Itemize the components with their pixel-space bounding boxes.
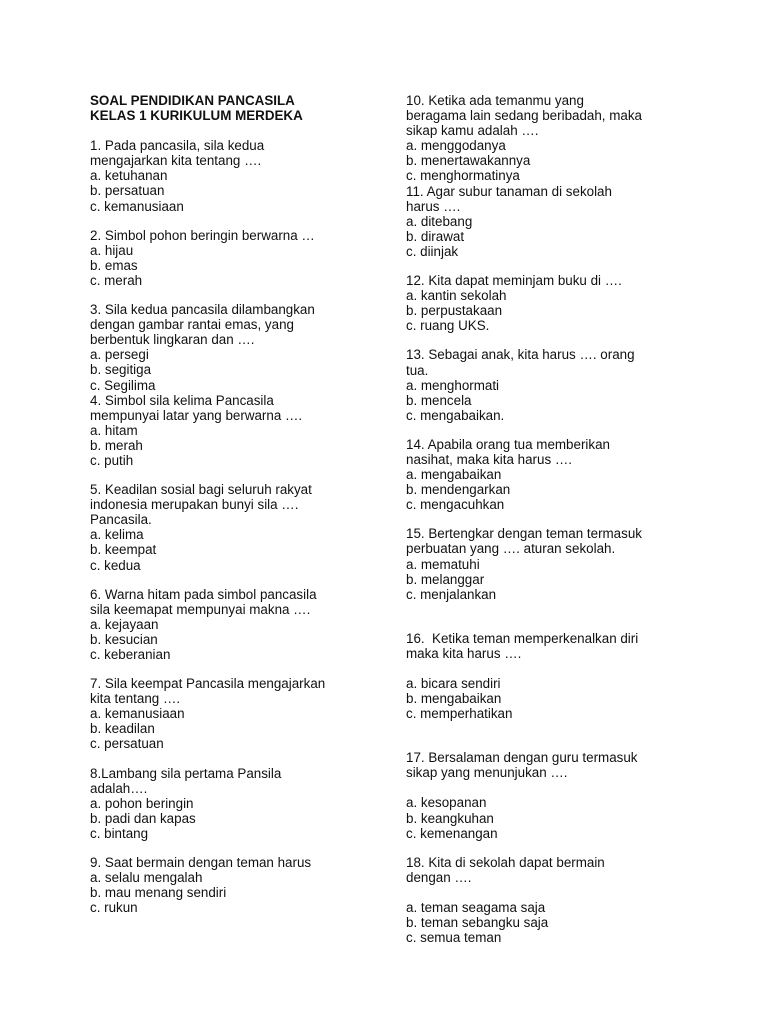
option-a: a. menggodanya — [406, 138, 506, 154]
question-16 — [406, 631, 706, 721]
question-stem: adalah…. — [90, 780, 148, 796]
question-stem: 15. Bertengkar dengan teman termasuk — [406, 526, 642, 542]
question-stem: nasihat, maka kita harus …. — [406, 451, 572, 467]
question-stem: 7. Sila keempat Pancasila mengajarkan — [90, 676, 326, 692]
question-8 — [90, 766, 380, 841]
option-c: c. menghormatinya — [406, 168, 520, 184]
question-stem: 6. Warna hitam pada simbol pancasila — [90, 586, 317, 602]
question-stem: tua. — [406, 362, 429, 378]
question-stem: 1. Pada pancasila, sila kedua — [90, 138, 265, 154]
option-a: a. kesopanan — [406, 795, 487, 811]
option-a: a. teman seagama saja — [406, 899, 546, 915]
option-b: b. merah — [90, 437, 143, 453]
title-line-2: KELAS 1 KURIKULUM MERDEKA — [90, 108, 303, 124]
option-c: c. persatuan — [90, 736, 164, 752]
question-stem: Pancasila. — [90, 512, 152, 528]
option-b: b. menertawakannya — [406, 153, 531, 169]
option-a: a. pohon beringin — [90, 795, 194, 811]
question-stem: sikap kamu adalah …. — [406, 123, 539, 139]
option-b: b. teman sebangku saja — [406, 915, 549, 931]
question-stem: dengan gambar rantai emas, yang — [90, 317, 294, 333]
option-c: c. kemenangan — [406, 825, 498, 841]
question-stem: 10. Ketika ada temanmu yang — [406, 93, 584, 108]
title-line-1: SOAL PENDIDIKAN PANCASILA — [90, 93, 295, 108]
question-5 — [90, 482, 380, 573]
option-c: c. keberanian — [90, 647, 171, 662]
question-stem: sila keemapat mempunyai makna …. — [90, 601, 311, 617]
question-2 — [90, 228, 380, 288]
option-b: b. melanggar — [406, 571, 485, 587]
question-stem: 17. Bersalaman dengan guru termasuk — [406, 750, 638, 766]
right-column — [406, 93, 706, 945]
option-a: a. kelima — [90, 527, 144, 543]
option-c: c. merah — [90, 272, 143, 288]
option-c: c. mengabaikan. — [406, 407, 505, 423]
question-11 — [406, 184, 706, 259]
option-a: a. selalu mengalah — [90, 870, 203, 886]
question-stem: dengan …. — [406, 869, 472, 885]
option-a: a. kejayaan — [90, 616, 159, 632]
option-b: b. emas — [90, 257, 138, 273]
option-c: c. memperhatikan — [406, 706, 513, 722]
option-b: b. keempat — [90, 542, 157, 558]
option-b: b. keadilan — [90, 721, 155, 737]
question-stem: 9. Saat bermain dengan teman harus — [90, 855, 312, 871]
question-10 — [406, 93, 706, 184]
option-c: c. bintang — [90, 825, 149, 841]
option-b: b. mau menang sendiri — [90, 885, 227, 901]
question-6 — [90, 587, 380, 662]
question-stem: indonesia merupakan bunyi sila …. — [90, 497, 299, 513]
option-a: a. mengabaikan — [406, 467, 502, 483]
option-c: c. diinjak — [406, 243, 459, 259]
question-stem: 4. Simbol sila kelima Pancasila — [90, 392, 274, 408]
question-stem: 2. Simbol pohon beringin berwarna … — [90, 227, 315, 243]
option-c: c. kemanusiaan — [90, 198, 184, 214]
question-stem: beragama lain sedang beribadah, maka — [406, 108, 642, 124]
left-column — [90, 93, 380, 915]
question-stem: sikap yang menunjukan …. — [406, 765, 568, 781]
question-3 — [90, 302, 380, 393]
option-b: b. kesucian — [90, 631, 158, 647]
document-title — [90, 93, 380, 123]
question-stem: 3. Sila kedua pancasila dilambangkan — [90, 302, 315, 318]
question-stem: mempunyai latar yang berwarna …. — [90, 407, 303, 423]
question-stem: 16. Ketika teman memperkenalkan diri — [406, 630, 639, 646]
question-stem: perbuatan yang …. aturan sekolah. — [406, 541, 616, 557]
option-a: a. kemanusiaan — [90, 706, 185, 722]
option-c: c. kedua — [90, 557, 141, 573]
option-a: a. persegi — [90, 347, 149, 363]
option-c: c. putih — [90, 452, 134, 468]
question-stem: kita tentang …. — [90, 691, 181, 707]
option-b: b. padi dan kapas — [90, 810, 196, 826]
option-a: a. ketuhanan — [90, 168, 168, 184]
option-c: c. mengacuhkan — [406, 497, 505, 513]
question-14 — [406, 437, 706, 512]
question-7 — [90, 676, 380, 751]
option-a: a. kantin sekolah — [406, 288, 507, 304]
question-stem: maka kita harus …. — [406, 645, 522, 661]
question-15 — [406, 526, 706, 601]
question-stem: 13. Sebagai anak, kita harus …. orang — [406, 347, 635, 363]
option-c: c. Segilima — [90, 377, 156, 393]
question-18 — [406, 855, 706, 945]
question-stem: 18. Kita di sekolah dapat bermain — [406, 854, 605, 870]
question-stem: 14. Apabila orang tua memberikan — [406, 436, 610, 452]
option-a: a. bicara sendiri — [406, 676, 501, 691]
option-b: b. keangkuhan — [406, 810, 494, 826]
question-stem: 11. Agar subur tanaman di sekolah — [406, 183, 612, 199]
question-stem: berbentuk lingkaran dan …. — [90, 332, 255, 348]
question-17 — [406, 750, 706, 840]
option-c: c. semua teman — [406, 930, 502, 946]
option-b: b. dirawat — [406, 228, 465, 244]
question-stem: mengajarkan kita tentang …. — [90, 153, 262, 169]
option-a: a. menghormati — [406, 377, 500, 393]
option-c: c. rukun — [90, 900, 138, 916]
option-a: a. ditebang — [406, 213, 473, 229]
option-a: a. mematuhi — [406, 556, 480, 572]
option-b: b. mendengarkan — [406, 482, 511, 498]
question-9 — [90, 855, 380, 915]
question-12 — [406, 273, 706, 333]
question-13 — [406, 347, 706, 422]
option-c: c. ruang UKS. — [406, 318, 490, 334]
option-a: a. hijau — [90, 242, 134, 258]
question-1 — [90, 138, 380, 213]
question-stem: 5. Keadilan sosial bagi seluruh rakyat — [90, 482, 312, 498]
option-b: b. perpustakaan — [406, 303, 503, 319]
option-c: c. menjalankan — [406, 586, 497, 602]
option-b: b. mengabaikan — [406, 691, 502, 707]
option-b: b. mencela — [406, 392, 472, 408]
question-4 — [90, 393, 380, 468]
option-b: b. segitiga — [90, 362, 152, 378]
option-b: b. persatuan — [90, 183, 165, 199]
question-stem: 12. Kita dapat meminjam buku di …. — [406, 273, 622, 289]
option-a: a. hitam — [90, 422, 138, 438]
question-stem: 8.Lambang sila pertama Pansila — [90, 765, 282, 781]
question-stem: harus …. — [406, 198, 461, 214]
